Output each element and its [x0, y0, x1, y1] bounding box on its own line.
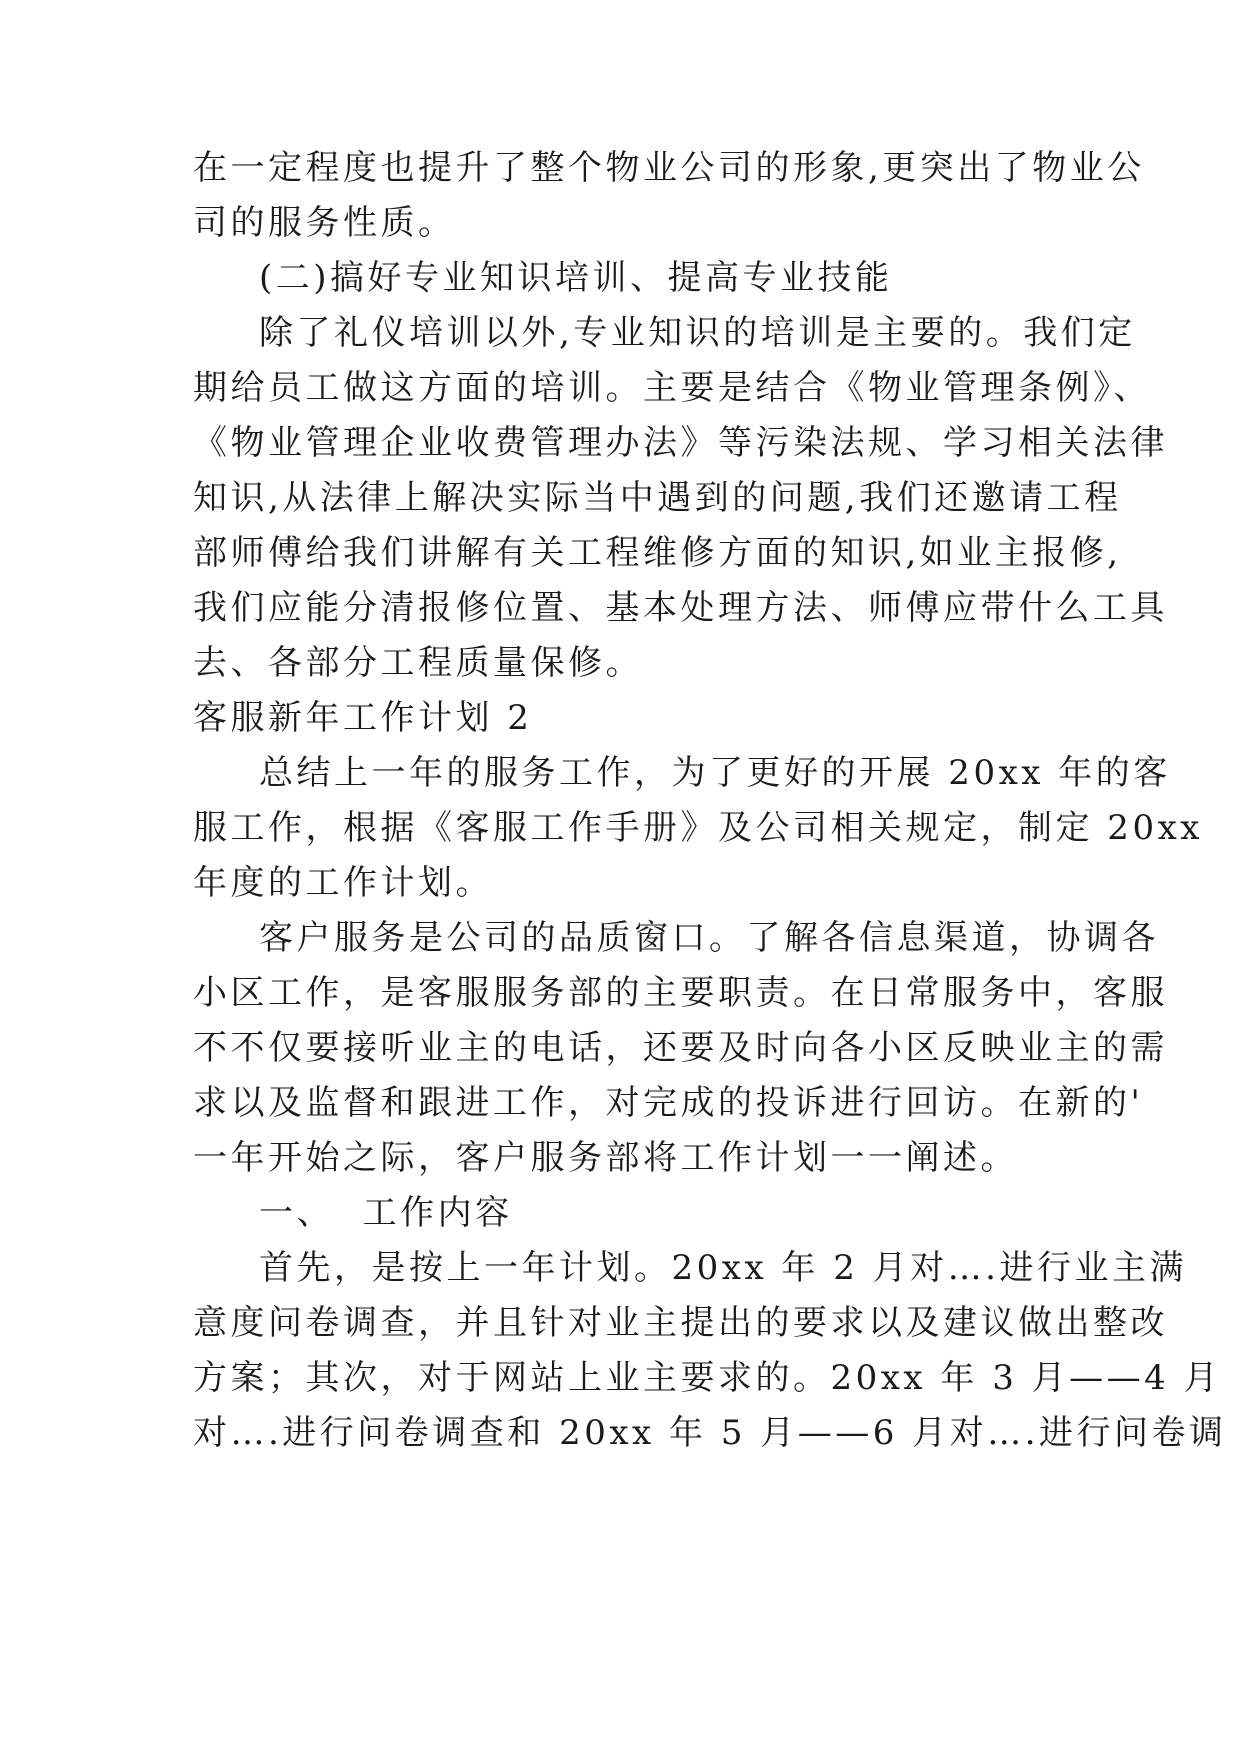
text-line: 小区工作，是客服服务部的主要职责。在日常服务中，客服: [193, 973, 1168, 1013]
text-line: 我们应能分清报修位置、基本处理方法、师傅应带什么工具: [193, 588, 1168, 628]
text-line: 首先，是按上一年计划。20xx 年 2 月对….进行业主满: [259, 1248, 1187, 1288]
text-line: 年度的工作计划。: [193, 863, 493, 903]
text-line: 去、各部分工程质量保修。: [193, 643, 643, 683]
text-line: 客户服务是公司的品质窗口。了解各信息渠道，协调各: [259, 918, 1159, 958]
text-line: 期给员工做这方面的培训。主要是结合《物业管理条例》、: [193, 368, 1151, 408]
document-page: [193, 0, 1227, 1754]
text-line: 不不仅要接听业主的电话，还要及时向各小区反映业主的需: [193, 1028, 1168, 1068]
text-line: 对….进行问卷调查和 20xx 年 5 月——6 月对….进行问卷调: [193, 1413, 1227, 1453]
text-line: 总结上一年的服务工作，为了更好的开展 20xx 年的客: [259, 753, 1171, 793]
text-line: 一年开始之际，客户服务部将工作计划一一阐述。: [193, 1138, 1018, 1178]
text-line: 司的服务性质。: [193, 203, 456, 243]
section-heading: 一、 工作内容: [259, 1193, 513, 1233]
text-line: 求以及监督和跟进工作，对完成的投诉进行回访。在新的': [193, 1083, 1144, 1123]
text-line: 《物业管理企业收费管理办法》等污染法规、学习相关法律: [193, 423, 1168, 463]
text-line: 除了礼仪培训以外,专业知识的培训是主要的。我们定: [259, 313, 1136, 353]
text-line: 知识,从法律上解决实际当中遇到的问题,我们还邀请工程: [193, 478, 1122, 518]
document-title: 客服新年工作计划 2: [193, 698, 533, 738]
text-line: 意度问卷调查，并且针对业主提出的要求以及建议做出整改: [193, 1303, 1168, 1343]
text-line: 服工作，根据《客服工作手册》及公司相关规定，制定 20xx: [193, 808, 1203, 848]
text-line: 在一定程度也提升了整个物业公司的形象,更突出了物业公: [193, 148, 1145, 188]
text-line: 方案；其次，对于网站上业主要求的。20xx 年 3 月——4 月: [193, 1358, 1222, 1398]
section-heading: (二)搞好专业知识培训、提高专业技能: [259, 258, 893, 298]
text-line: 部师傅给我们讲解有关工程维修方面的知识,如业主报修,: [193, 533, 1122, 573]
